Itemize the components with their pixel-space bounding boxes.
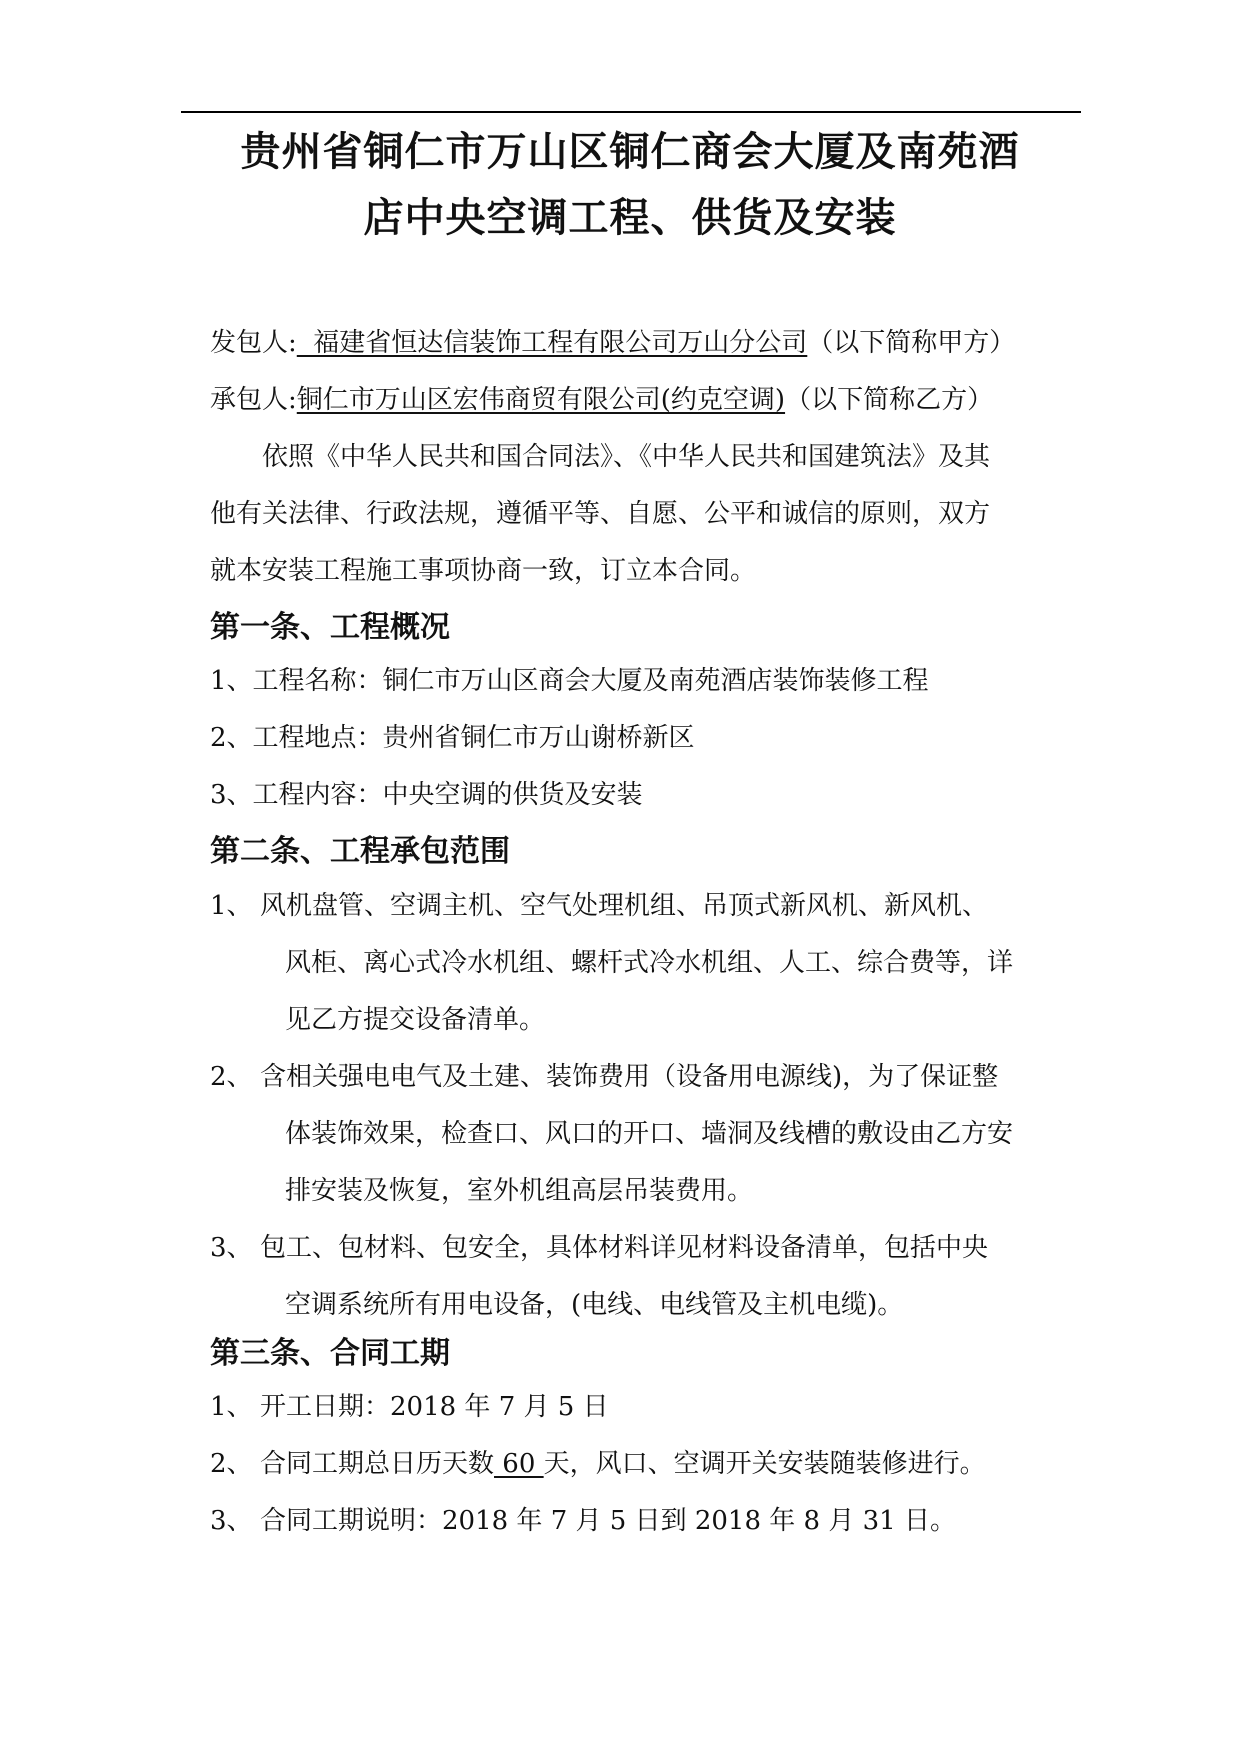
- item-number: 3、: [210, 1506, 253, 1536]
- preamble-line-2: 他有关法律、行政法规，遵循平等、自愿、公平和诚信的原则，双方: [210, 499, 991, 529]
- period-text: 合同工期说明：2018 年 7 月 5 日到 2018 年 8 月 31 日。: [260, 1506, 956, 1536]
- contractor-label: 承包人:: [210, 385, 297, 415]
- client-name: 福建省恒达信装饰工程有限公司万山分公司: [296, 328, 808, 358]
- article-2-heading: 第二条、工程承包范围: [210, 834, 510, 869]
- preamble-line-3: 就本安装工程施工事项协商一致，订立本合同。: [210, 556, 757, 586]
- item-number: 3、: [210, 1233, 253, 1263]
- contractor-line: [210, 379, 993, 416]
- article-3-item-1: [210, 1386, 609, 1423]
- contractor-name: 铜仁市万山区宏伟商贸有限公司(约克空调): [296, 385, 786, 415]
- duration-prefix: 合同工期总日历天数: [260, 1449, 495, 1479]
- duration-days: 60: [494, 1449, 544, 1479]
- client-label: 发包人:: [210, 328, 297, 358]
- item-line: 包工、包材料、包安全，具体材料详见材料设备清单，包括中央: [260, 1233, 989, 1263]
- item-line: 含相关强电电气及土建、装饰费用（设备用电源线)，为了保证整: [260, 1062, 999, 1092]
- article-1-item-3: 3、工程内容：中央空调的供货及安装: [210, 780, 643, 810]
- article-1-heading: 第一条、工程概况: [210, 610, 450, 645]
- article-2-item-1-line-3: 见乙方提交设备清单。: [285, 1005, 546, 1035]
- document-title-line-2: 店中央空调工程、供货及安装: [363, 195, 897, 241]
- top-rule: [181, 111, 1081, 113]
- duration-suffix: 天，风口、空调开关安装随装修进行。: [543, 1449, 986, 1479]
- article-2-item-2: [210, 1056, 998, 1093]
- article-1-item-1: 1、工程名称：铜仁市万山区商会大厦及南苑酒店装饰装修工程: [210, 666, 929, 696]
- article-3-item-3: [210, 1500, 956, 1537]
- item-number: 1、: [210, 891, 253, 921]
- article-2-item-3: [210, 1227, 988, 1264]
- item-number: 2、: [210, 1062, 253, 1092]
- preamble-line-1: 依照《中华人民共和国合同法》、《中华人民共和国建筑法》及其: [262, 442, 991, 472]
- article-2-item-2-line-3: 排安装及恢复，室外机组高层吊装费用。: [285, 1176, 754, 1206]
- item-line: 风机盘管、空调主机、空气处理机组、吊顶式新风机、新风机、: [260, 891, 989, 921]
- item-number: 1、: [210, 1392, 253, 1422]
- document-title-line-1: 贵州省铜仁市万山区铜仁商会大厦及南苑酒: [240, 129, 1020, 175]
- client-suffix: （以下简称甲方）: [807, 328, 1016, 358]
- article-1-item-2: 2、工程地点：贵州省铜仁市万山谢桥新区: [210, 723, 695, 753]
- article-2-item-3-line-2: 空调系统所有用电设备，(电线、电线管及主机电缆)。: [285, 1290, 904, 1320]
- article-2-item-2-line-2: 体装饰效果，检查口、风口的开口、墙洞及线槽的敷设由乙方安: [285, 1119, 1014, 1149]
- article-2-item-1: [210, 885, 988, 922]
- article-3-item-2: [210, 1443, 986, 1480]
- contractor-suffix: （以下简称乙方）: [785, 385, 994, 415]
- article-2-item-1-line-2: 风柜、离心式冷水机组、螺杆式冷水机组、人工、综合费等，详: [285, 948, 1014, 978]
- article-3-heading: 第三条、合同工期: [210, 1336, 450, 1371]
- start-date-text: 开工日期：2018 年 7 月 5 日: [260, 1392, 609, 1422]
- client-line: [210, 322, 1015, 359]
- item-number: 2、: [210, 1449, 253, 1479]
